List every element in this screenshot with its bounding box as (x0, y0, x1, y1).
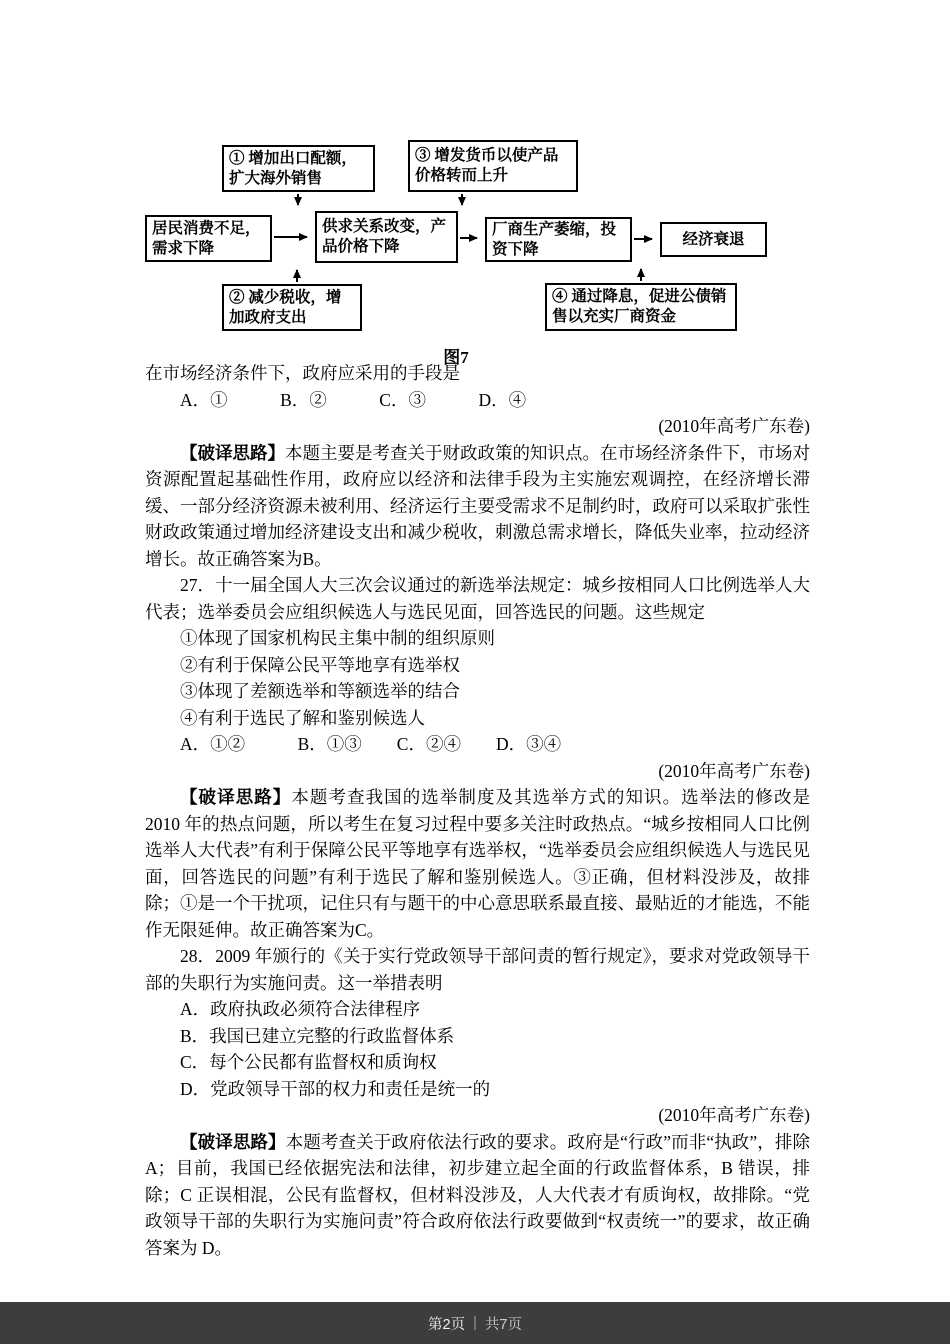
footer-separator: | (473, 1315, 477, 1331)
question-26-options: A．① B．② C．③ D．④ (180, 389, 527, 410)
analysis-text: 本题考查我国的选举制度及其选举方式的知识。选举法的修改是 2010 年的热点问题，所以考生在复习过程中要多关注时政热点。“城乡按相同人口比例选举人大代表”有利于保障公民平等地享有选举权，“选举委员会应组织候选人与选民见面，回答选民的问题”有利于选民了解和鉴别候选人。③正确，但材料没涉及，故排除；①是一个干扰项，记住只有与题干的中心意思联系最直接、最贴近的才能选，不能作无限延伸。故正确答案为C。 (145, 787, 811, 940)
question-26-analysis (145, 440, 810, 573)
question-28-option-b: B．我国已建立完整的行政监督体系 (180, 1025, 455, 1046)
analysis-text: 本题主要是考查关于财政政策的知识点。在市场经济条件下，市场对资源配置起基础性作用，政府应以经济和法律手段为主实施宏观调控，在经济增长滞缓、一部分经济资源未被利用、经济运行主要受需求不足制约时，政府可以采取扩张性财政政策通过增加经济建设支出和减少税收，刺激总需求增长，降低失业率，拉动经济增长。故正确答案为B。 (145, 442, 810, 569)
page-footer (0, 1302, 950, 1344)
flowchart-box-supply-demand-change: 供求关系改变，产品价格下降 (315, 211, 458, 263)
flowchart-box-policy-4: ④ 通过降息，促进公债销售以充实厂商资金 (545, 283, 737, 331)
question-28-option-a: A．政府执政必须符合法律程序 (180, 999, 421, 1019)
analysis-label: 【破译思路】 (180, 1131, 286, 1152)
analysis-label: 【破译思路】 (180, 787, 292, 807)
analysis-label: 【破译思路】 (180, 442, 285, 463)
flowchart-box-policy-2: ② 减少税收，增加政府支出 (222, 284, 362, 331)
question-28-stem: 28．2009 年颁行的《关于实行党政领导干部问责的暂行规定》，要求对党政领导干部的失职行为实施问责。这一举措表明 (145, 946, 810, 993)
flowchart-box-policy-1: ① 增加出口配额，扩大海外销售 (222, 145, 375, 192)
question-27-stem: 27．十一届全国人大三次会议通过的新选举法规定：城乡按相同人口比例选举人大代表；选举委员会应组织候选人与选民见面，回答选民的问题。这些规定 (145, 575, 810, 622)
question-28-option-c: C．每个公民都有监督权和质询权 (180, 1052, 437, 1072)
figure-caption: 图7 (443, 348, 469, 367)
footer-page-number: 第2页 (428, 1316, 466, 1333)
footer-total-pages: 共7页 (484, 1316, 522, 1333)
question-26-stem: 在市场经济条件下，政府应采用的手段是 (145, 363, 460, 383)
figure-7-flowchart (0, 140, 950, 340)
flowchart-box-production-shrink: 厂商生产萎缩，投资下降 (485, 217, 632, 262)
question-28-source: (2010年高考广东卷) (658, 1105, 810, 1125)
question-27-analysis (145, 784, 810, 943)
question-27-statement-1: ①体现了国家机构民主集中制的组织原则 (180, 628, 495, 648)
question-28-analysis (145, 1129, 810, 1262)
question-27-statement-2: ②有利于保障公民平等地享有选举权 (180, 654, 460, 675)
analysis-text: 本题考查关于政府依法行政的要求。政府是“行政”而非“执政”，排除 A；目前，我国已经依据宪法和法律，初步建立起全面的行政监督体系，B 错误，排除；C 正误相混，公民有监督权，但材料没涉及，人大代表才有质询权，故排除。“党政领导干部的失职行为实施问责”符合政府依法行政要做到“权责统一”的要求，故正确答案为 D。 (145, 1131, 810, 1258)
page-content (0, 360, 950, 1261)
question-26-source: (2010年高考广东卷) (658, 416, 810, 436)
question-27-options: A．①② B．①③ C．②④ D．③④ (180, 734, 562, 754)
question-27-source: (2010年高考广东卷) (658, 760, 810, 781)
question-28-option-d: D．党政领导干部的权力和责任是统一的 (180, 1078, 491, 1099)
flowchart-box-consumption-drop: 居民消费不足，需求下降 (145, 215, 272, 262)
flowchart-box-policy-3: ③ 增发货币以使产品价格转而上升 (408, 140, 578, 192)
question-27-statement-4: ④有利于选民了解和鉴别候选人 (180, 707, 425, 728)
question-27-statement-3: ③体现了差额选举和等额选举的结合 (180, 681, 460, 701)
flowchart-box-economic-recession: 经济衰退 (660, 222, 767, 257)
